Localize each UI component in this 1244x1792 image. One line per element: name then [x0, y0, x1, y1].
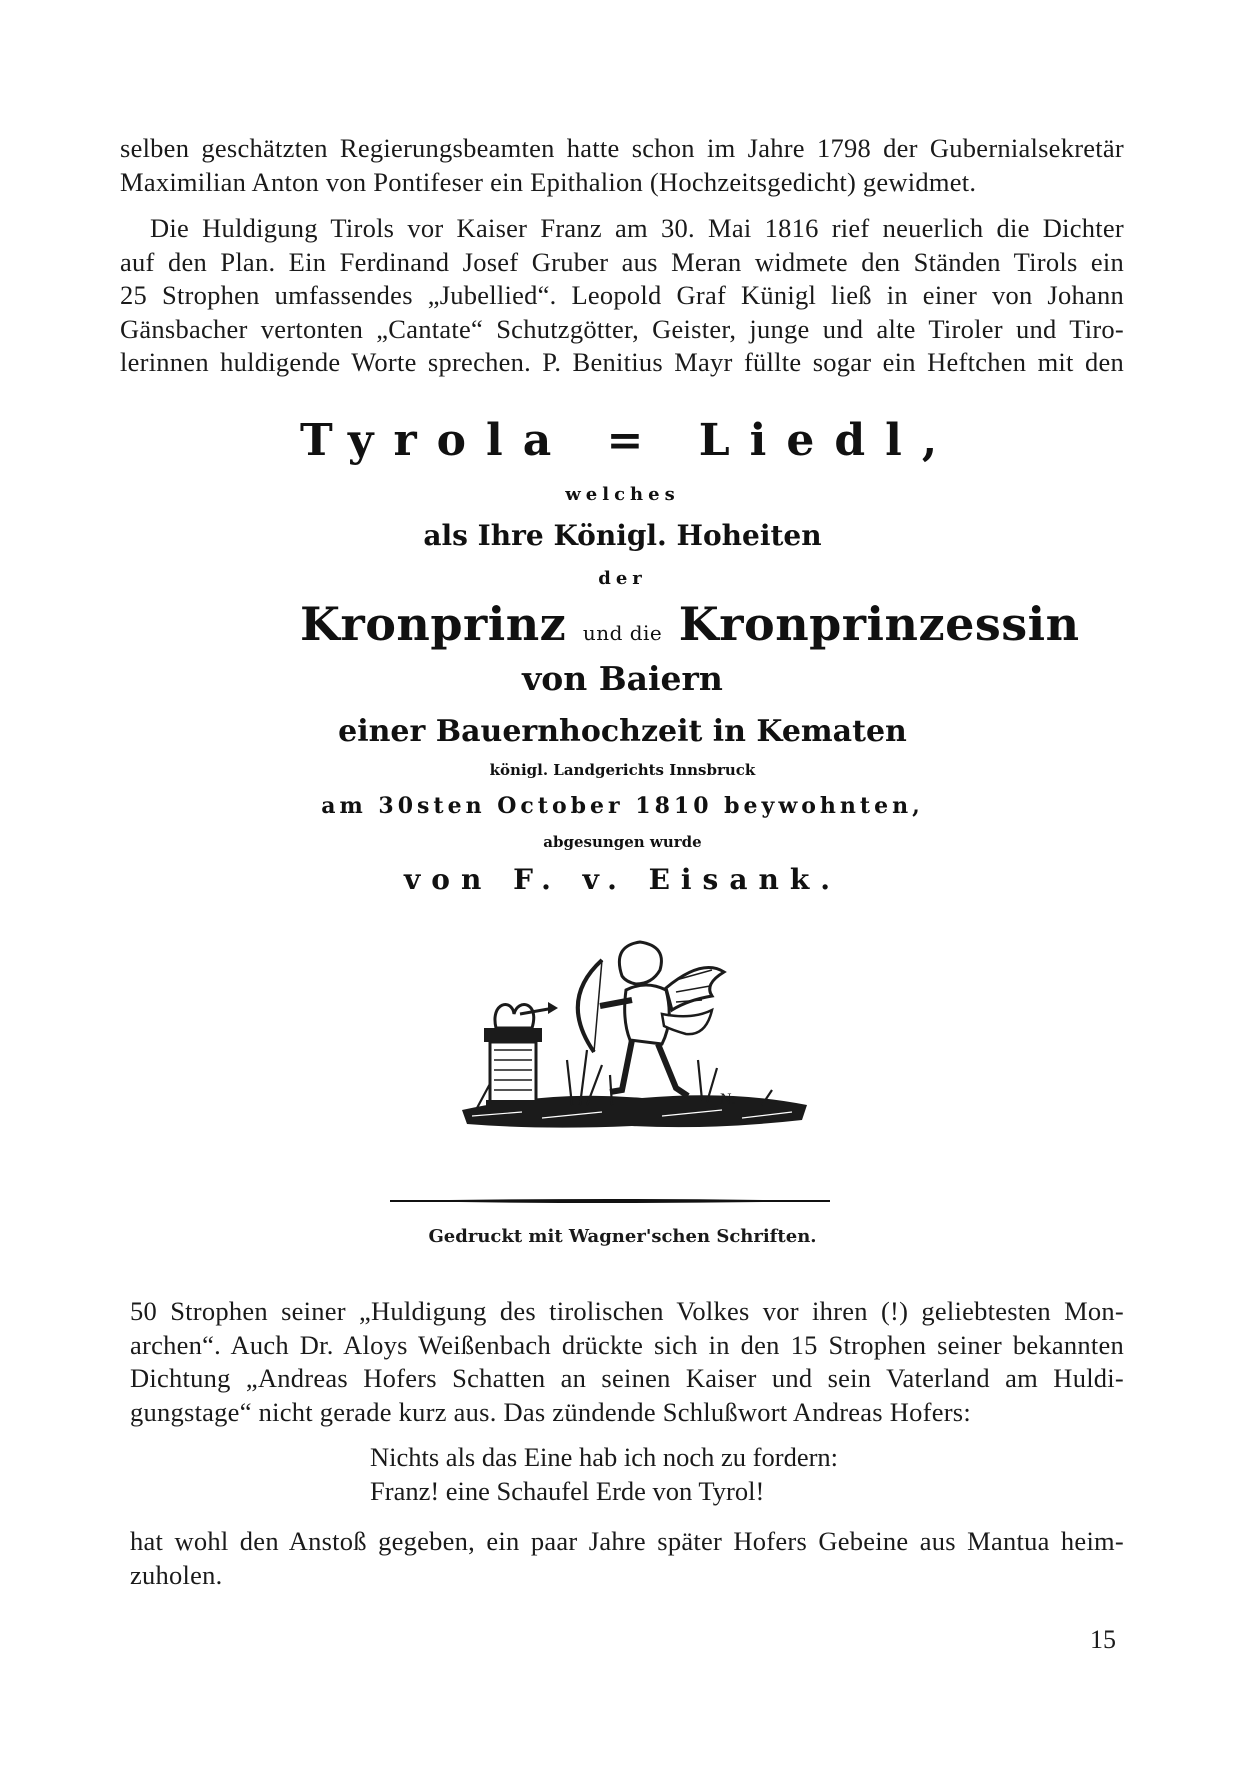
printer-imprint: Gedruckt mit Wagner'schen Schriften.	[428, 1226, 817, 1247]
text-line: hat wohl den Anstoß gegeben, ein paar Jahre später Hofers Gebeine aus Mantua heim-	[130, 1526, 1124, 1556]
verse-line: Nichts als das Eine hab ich noch zu fordern:	[370, 1442, 839, 1472]
text-line: gungstage“ nicht gerade kurz aus. Das zündende Schlußwort Andreas Hofers:	[130, 1396, 971, 1427]
text-line: 50 Strophen seiner „Huldigung des tirolischen Volkes vor ihren (!) geliebtesten Mon-	[130, 1296, 1124, 1326]
page-number: 15	[1090, 1625, 1116, 1654]
facsimile-line: einer Bauernhochzeit in Kematen	[338, 714, 907, 749]
facsimile-line: abgesungen wurde	[543, 833, 702, 851]
paragraph-4	[130, 1525, 1124, 1592]
paragraph-3	[130, 1295, 1124, 1429]
facsimile-line: als Ihre Königl. Hoheiten	[423, 519, 822, 552]
text-line: auf den Plan. Ein Ferdinand Josef Gruber aus Meran widmete den Ständen Tirols ein	[120, 246, 1124, 277]
facsimile-line: königl. Landgerichts Innsbruck	[489, 761, 756, 779]
facsimile-word: Kronprinzessin	[678, 597, 1080, 651]
text-line: 25 Strophen umfassendes „Jubellied“. Leopold Graf Künigl ließ in einer von Johann	[120, 280, 1124, 310]
facsimile-line: am 30sten October 1810 beywohnten,	[321, 793, 924, 819]
text-line: Gänsbacher vertonten „Cantate“ Schutzgötter, Geister, junge und alte Tiroler und Tiro-	[120, 313, 1124, 344]
text-line: archen“. Auch Dr. Aloys Weißenbach drückte sich in den 15 Strophen seiner bekannten	[130, 1329, 1124, 1360]
facsimile-author: von F. v. Eisank.	[404, 863, 841, 896]
facsimile-line: von Baiern	[522, 659, 723, 698]
cupid-vignette	[462, 940, 822, 1140]
text-line: Dichtung „Andreas Hofers Schatten an seinen Kaiser und sein Vaterland am Huldi-	[130, 1363, 1124, 1393]
paragraph-1	[120, 132, 1124, 199]
text-line: selben geschätzten Regierungsbeamten hatte schon im Jahre 1798 der Gubernialsekretär	[120, 133, 1124, 163]
verse-line: Franz! eine Schaufel Erde von Tyrol!	[370, 1476, 765, 1506]
facsimile-title-page	[300, 415, 1080, 896]
text-line: Die Huldigung Tirols vor Kaiser Franz am 30. Mai 1816 rief neuerlich die Dichter	[150, 213, 1124, 243]
ornamental-rule	[390, 1197, 830, 1205]
facsimile-title: Tyrola = Liedl,	[300, 415, 958, 466]
paragraph-2	[120, 212, 1124, 380]
text-line: lerinnen huldigende Worte sprechen. P. Benitius Mayr füllte sogar ein Heftchen mit den	[120, 347, 1124, 377]
text-line: Maximilian Anton von Pontifeser ein Epithalion (Hochzeitsgedicht) gewidmet.	[120, 166, 977, 197]
facsimile-word: Kronprinz	[300, 597, 567, 651]
text-line: zuholen.	[130, 1559, 223, 1590]
facsimile-word: und die	[582, 621, 663, 645]
facsimile-line: der	[598, 568, 647, 589]
vignette-signature: N.	[720, 1091, 736, 1108]
verse-quote	[370, 1440, 838, 1508]
facsimile-heading	[300, 597, 1080, 651]
facsimile-line: welches	[565, 484, 680, 505]
